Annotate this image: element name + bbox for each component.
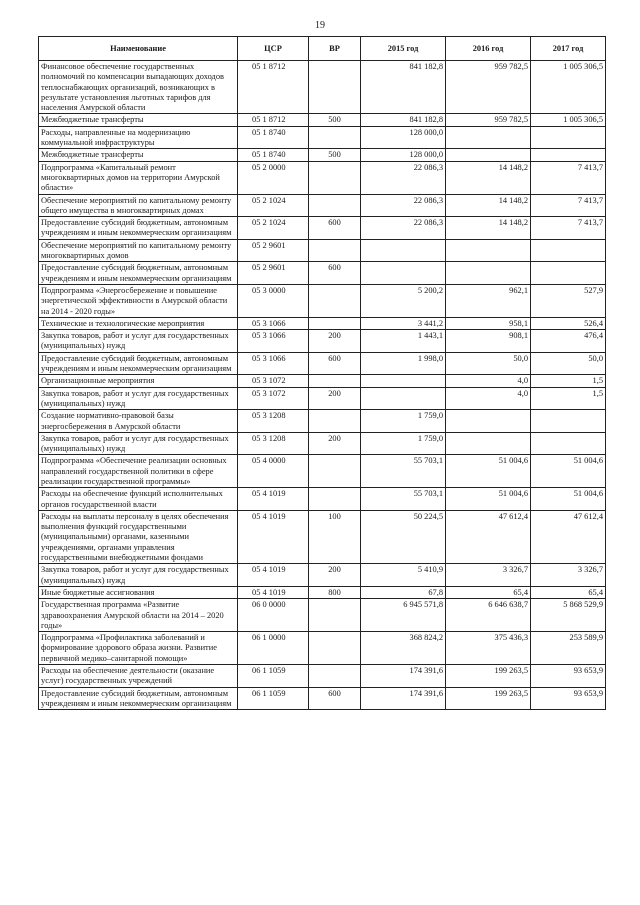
cell-csr: 05 3 1208 bbox=[238, 410, 309, 433]
cell-csr: 05 2 0000 bbox=[238, 161, 309, 194]
cell-2017: 65,4 bbox=[531, 586, 606, 598]
cell-vr bbox=[309, 455, 361, 488]
table-row bbox=[39, 488, 606, 511]
cell-name: Подпрограмма «Капитальный ремонт многоквартирных домов на территории Амурской области» bbox=[39, 161, 238, 194]
cell-2016: 962,1 bbox=[446, 284, 531, 317]
table-row bbox=[39, 217, 606, 240]
cell-2017: 51 004,6 bbox=[531, 455, 606, 488]
cell-vr: 200 bbox=[309, 564, 361, 587]
cell-vr bbox=[309, 126, 361, 149]
table-row bbox=[39, 432, 606, 455]
cell-2016: 199 263,5 bbox=[446, 687, 531, 710]
cell-name: Межбюджетные трансферты bbox=[39, 114, 238, 126]
cell-2017 bbox=[531, 410, 606, 433]
cell-2015: 22 086,3 bbox=[361, 161, 446, 194]
table-row bbox=[39, 330, 606, 353]
table-row bbox=[39, 149, 606, 161]
cell-2017: 7 413,7 bbox=[531, 161, 606, 194]
cell-2015: 174 391,6 bbox=[361, 687, 446, 710]
cell-csr: 05 1 8740 bbox=[238, 126, 309, 149]
cell-2015: 22 086,3 bbox=[361, 217, 446, 240]
cell-2015: 5 200,2 bbox=[361, 284, 446, 317]
table-header-row bbox=[39, 37, 606, 61]
cell-csr: 05 3 0000 bbox=[238, 284, 309, 317]
cell-2015: 841 182,8 bbox=[361, 114, 446, 126]
cell-2015 bbox=[361, 239, 446, 262]
cell-2016: 4,0 bbox=[446, 387, 531, 410]
cell-vr bbox=[309, 410, 361, 433]
cell-2016: 199 263,5 bbox=[446, 665, 531, 688]
cell-vr: 600 bbox=[309, 687, 361, 710]
cell-2017 bbox=[531, 149, 606, 161]
cell-2015: 1 998,0 bbox=[361, 352, 446, 375]
cell-2017: 527,9 bbox=[531, 284, 606, 317]
cell-vr bbox=[309, 194, 361, 217]
cell-name: Предоставление субсидий бюджетным, автономным учреждениям и иным некоммерческим организациям bbox=[39, 687, 238, 710]
cell-csr: 05 2 1024 bbox=[238, 217, 309, 240]
cell-vr bbox=[309, 284, 361, 317]
cell-2017: 51 004,6 bbox=[531, 488, 606, 511]
cell-2016: 14 148,2 bbox=[446, 161, 531, 194]
cell-2017: 93 653,9 bbox=[531, 665, 606, 688]
cell-2016: 958,1 bbox=[446, 317, 531, 329]
cell-vr bbox=[309, 375, 361, 387]
cell-csr: 05 1 8712 bbox=[238, 114, 309, 126]
cell-csr: 05 3 1066 bbox=[238, 330, 309, 353]
cell-vr: 500 bbox=[309, 149, 361, 161]
table-row bbox=[39, 410, 606, 433]
cell-csr: 06 1 0000 bbox=[238, 632, 309, 665]
cell-2015: 128 000,0 bbox=[361, 126, 446, 149]
cell-name: Иные бюджетные ассигнования bbox=[39, 586, 238, 598]
cell-name: Закупка товаров, работ и услуг для государственных (муниципальных) нужд bbox=[39, 330, 238, 353]
cell-2016 bbox=[446, 262, 531, 285]
cell-2017: 7 413,7 bbox=[531, 194, 606, 217]
cell-name: Предоставление субсидий бюджетным, автономным учреждениям и иным некоммерческим организациям bbox=[39, 352, 238, 375]
header-2017: 2017 год bbox=[531, 37, 606, 61]
cell-2015 bbox=[361, 387, 446, 410]
cell-2015: 174 391,6 bbox=[361, 665, 446, 688]
cell-csr: 05 3 1066 bbox=[238, 317, 309, 329]
cell-2017: 1,5 bbox=[531, 375, 606, 387]
cell-2016: 375 436,3 bbox=[446, 632, 531, 665]
cell-2017: 1 005 306,5 bbox=[531, 114, 606, 126]
table-row bbox=[39, 161, 606, 194]
cell-2015: 6 945 571,8 bbox=[361, 599, 446, 632]
cell-name: Создание нормативно-правовой базы энергосбережения в Амурской области bbox=[39, 410, 238, 433]
table-row bbox=[39, 352, 606, 375]
cell-2017: 47 612,4 bbox=[531, 510, 606, 563]
cell-vr: 200 bbox=[309, 432, 361, 455]
cell-2016: 65,4 bbox=[446, 586, 531, 598]
cell-2016: 47 612,4 bbox=[446, 510, 531, 563]
cell-csr: 05 1 8712 bbox=[238, 61, 309, 114]
table-row bbox=[39, 599, 606, 632]
table-row bbox=[39, 114, 606, 126]
cell-vr bbox=[309, 488, 361, 511]
cell-2016: 3 326,7 bbox=[446, 564, 531, 587]
cell-2015: 5 410,9 bbox=[361, 564, 446, 587]
cell-2016 bbox=[446, 149, 531, 161]
cell-csr: 05 4 1019 bbox=[238, 586, 309, 598]
cell-2016 bbox=[446, 410, 531, 433]
cell-2016: 959 782,5 bbox=[446, 61, 531, 114]
cell-2016: 51 004,6 bbox=[446, 455, 531, 488]
cell-2017 bbox=[531, 126, 606, 149]
cell-name: Расходы на обеспечение деятельности (оказание услуг) государственных учреждений bbox=[39, 665, 238, 688]
cell-vr bbox=[309, 317, 361, 329]
cell-2015: 67,8 bbox=[361, 586, 446, 598]
table-row bbox=[39, 126, 606, 149]
cell-2017: 253 589,9 bbox=[531, 632, 606, 665]
cell-csr: 05 4 1019 bbox=[238, 488, 309, 511]
cell-2017: 1 005 306,5 bbox=[531, 61, 606, 114]
cell-name: Подпрограмма «Профилактика заболеваний и формирование здорового образа жизни. Развитие первичной медико–санитарной помощи» bbox=[39, 632, 238, 665]
cell-2015: 22 086,3 bbox=[361, 194, 446, 217]
cell-2017: 476,4 bbox=[531, 330, 606, 353]
cell-2015: 368 824,2 bbox=[361, 632, 446, 665]
header-2015: 2015 год bbox=[361, 37, 446, 61]
cell-name: Подпрограмма «Энергосбережение и повышение энергетической эффективности в Амурской области на 2014 - 2020 годы» bbox=[39, 284, 238, 317]
cell-csr: 05 4 0000 bbox=[238, 455, 309, 488]
table-row bbox=[39, 564, 606, 587]
cell-vr bbox=[309, 632, 361, 665]
cell-2017: 7 413,7 bbox=[531, 217, 606, 240]
cell-name: Обеспечение мероприятий по капитальному ремонту общего имущества в многоквартирных домах bbox=[39, 194, 238, 217]
cell-csr: 05 4 1019 bbox=[238, 510, 309, 563]
cell-csr: 05 2 9601 bbox=[238, 239, 309, 262]
cell-name: Расходы, направленные на модернизацию коммунальной инфраструктуры bbox=[39, 126, 238, 149]
cell-name: Организационные мероприятия bbox=[39, 375, 238, 387]
cell-2017 bbox=[531, 239, 606, 262]
cell-2016 bbox=[446, 126, 531, 149]
cell-csr: 05 3 1072 bbox=[238, 375, 309, 387]
cell-2016: 51 004,6 bbox=[446, 488, 531, 511]
cell-vr: 800 bbox=[309, 586, 361, 598]
header-vr: ВР bbox=[309, 37, 361, 61]
cell-2017: 93 653,9 bbox=[531, 687, 606, 710]
cell-vr: 600 bbox=[309, 352, 361, 375]
cell-vr: 200 bbox=[309, 387, 361, 410]
table-row bbox=[39, 284, 606, 317]
cell-2017 bbox=[531, 432, 606, 455]
table-row bbox=[39, 632, 606, 665]
cell-vr bbox=[309, 61, 361, 114]
cell-csr: 05 2 1024 bbox=[238, 194, 309, 217]
cell-2015: 1 759,0 bbox=[361, 432, 446, 455]
cell-2016: 908,1 bbox=[446, 330, 531, 353]
header-csr: ЦСР bbox=[238, 37, 309, 61]
cell-2016 bbox=[446, 432, 531, 455]
cell-2016: 959 782,5 bbox=[446, 114, 531, 126]
table-row bbox=[39, 586, 606, 598]
table-row bbox=[39, 455, 606, 488]
table-row bbox=[39, 317, 606, 329]
cell-2015 bbox=[361, 262, 446, 285]
cell-name: Государственная программа «Развитие здравоохранения Амурской области на 2014 – 2020 годы» bbox=[39, 599, 238, 632]
table-row bbox=[39, 387, 606, 410]
cell-2016 bbox=[446, 239, 531, 262]
cell-vr: 100 bbox=[309, 510, 361, 563]
budget-table bbox=[38, 36, 606, 710]
cell-name: Закупка товаров, работ и услуг для государственных (муниципальных) нужд bbox=[39, 564, 238, 587]
cell-2015: 50 224,5 bbox=[361, 510, 446, 563]
table-row bbox=[39, 665, 606, 688]
cell-csr: 06 1 1059 bbox=[238, 665, 309, 688]
cell-2015: 3 441,2 bbox=[361, 317, 446, 329]
cell-name: Предоставление субсидий бюджетным, автономным учреждениям и иным некоммерческим организациям bbox=[39, 262, 238, 285]
table-row bbox=[39, 61, 606, 114]
cell-2016: 50,0 bbox=[446, 352, 531, 375]
table-row bbox=[39, 262, 606, 285]
cell-2016: 14 148,2 bbox=[446, 194, 531, 217]
cell-csr: 06 0 0000 bbox=[238, 599, 309, 632]
cell-vr bbox=[309, 161, 361, 194]
cell-2015: 55 703,1 bbox=[361, 455, 446, 488]
cell-name: Предоставление субсидий бюджетным, автономным учреждениям и иным некоммерческим организациям bbox=[39, 217, 238, 240]
cell-2015: 1 759,0 bbox=[361, 410, 446, 433]
cell-2017: 1,5 bbox=[531, 387, 606, 410]
table-row bbox=[39, 510, 606, 563]
cell-2015: 1 443,1 bbox=[361, 330, 446, 353]
cell-2017: 526,4 bbox=[531, 317, 606, 329]
cell-name: Расходы на обеспечение функций исполнительных органов государственной власти bbox=[39, 488, 238, 511]
cell-2015: 55 703,1 bbox=[361, 488, 446, 511]
cell-vr bbox=[309, 239, 361, 262]
cell-name: Закупка товаров, работ и услуг для государственных (муниципальных) нужд bbox=[39, 387, 238, 410]
table-row bbox=[39, 687, 606, 710]
page-number: 19 bbox=[315, 20, 325, 31]
cell-name: Межбюджетные трансферты bbox=[39, 149, 238, 161]
cell-csr: 05 4 1019 bbox=[238, 564, 309, 587]
cell-csr: 05 3 1072 bbox=[238, 387, 309, 410]
cell-2015: 841 182,8 bbox=[361, 61, 446, 114]
cell-2016: 4,0 bbox=[446, 375, 531, 387]
cell-2016: 6 646 638,7 bbox=[446, 599, 531, 632]
table-row bbox=[39, 194, 606, 217]
cell-name: Подпрограмма «Обеспечение реализации основных направлений государственной политики в сфере реализации государственной программы» bbox=[39, 455, 238, 488]
cell-csr: 05 3 1208 bbox=[238, 432, 309, 455]
cell-vr bbox=[309, 599, 361, 632]
header-name: Наименование bbox=[39, 37, 238, 61]
table-body bbox=[39, 61, 606, 710]
cell-csr: 06 1 1059 bbox=[238, 687, 309, 710]
cell-vr bbox=[309, 665, 361, 688]
cell-name: Технические и технологические мероприятия bbox=[39, 317, 238, 329]
cell-vr: 500 bbox=[309, 114, 361, 126]
cell-vr: 600 bbox=[309, 262, 361, 285]
cell-2016: 14 148,2 bbox=[446, 217, 531, 240]
cell-2017 bbox=[531, 262, 606, 285]
cell-csr: 05 1 8740 bbox=[238, 149, 309, 161]
cell-name: Расходы на выплаты персоналу в целях обеспечения выполнения функций государственными (муниципальными) органами, казенными учреждениями, органами управления государственными внебюджетными фондами bbox=[39, 510, 238, 563]
cell-vr: 200 bbox=[309, 330, 361, 353]
cell-2015 bbox=[361, 375, 446, 387]
cell-vr: 600 bbox=[309, 217, 361, 240]
cell-csr: 05 3 1066 bbox=[238, 352, 309, 375]
cell-name: Обеспечение мероприятий по капитальному ремонту многоквартирных домов bbox=[39, 239, 238, 262]
cell-2017: 50,0 bbox=[531, 352, 606, 375]
header-2016: 2016 год bbox=[446, 37, 531, 61]
table-row bbox=[39, 375, 606, 387]
cell-csr: 05 2 9601 bbox=[238, 262, 309, 285]
table-row bbox=[39, 239, 606, 262]
cell-2017: 3 326,7 bbox=[531, 564, 606, 587]
cell-2017: 5 868 529,9 bbox=[531, 599, 606, 632]
cell-name: Финансовое обеспечение государственных полномочий по компенсации выпадающих доходов теплоснабжающих организаций, возникающих в результате установления льготных тарифов для населения Амурской области bbox=[39, 61, 238, 114]
cell-2015: 128 000,0 bbox=[361, 149, 446, 161]
cell-name: Закупка товаров, работ и услуг для государственных (муниципальных) нужд bbox=[39, 432, 238, 455]
